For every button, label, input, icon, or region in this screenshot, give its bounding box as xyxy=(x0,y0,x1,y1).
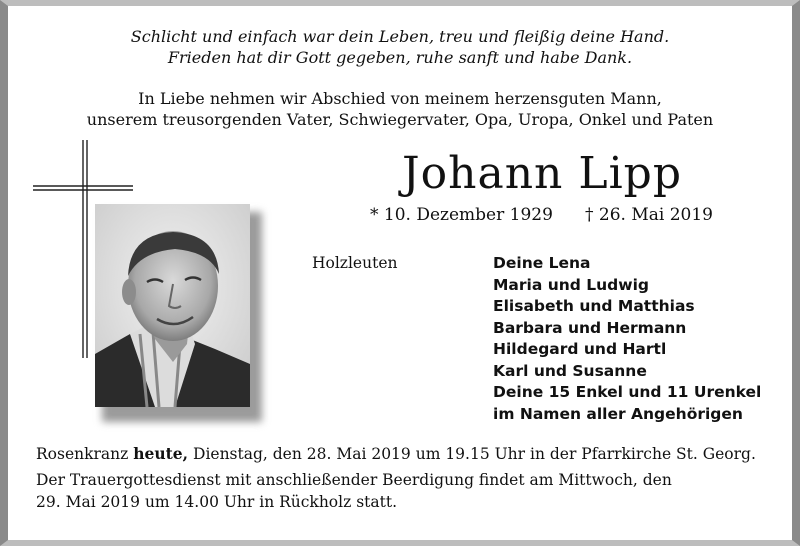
residence-place: Holzleuten xyxy=(312,254,398,272)
mourner-line: Deine 15 Enkel und 11 Urenkel xyxy=(493,383,762,401)
verse xyxy=(0,26,800,68)
deceased-name: Johann Lipp xyxy=(402,148,682,199)
intro-text xyxy=(0,88,800,130)
intro-line-1: In Liebe nehmen wir Abschied von meinem herzensguten Mann, xyxy=(138,89,662,108)
verse-line-2: Frieden hat dir Gott gegeben, ruhe sanft und habe Dank. xyxy=(167,48,633,67)
mourner-line: im Namen aller Angehörigen xyxy=(493,404,743,423)
mourner-line: Elisabeth und Matthias xyxy=(493,297,695,315)
mourner-line: Karl und Susanne xyxy=(493,361,647,380)
rosary-prefix: Rosenkranz xyxy=(36,445,129,463)
birth-date: * 10. Dezember 1929 xyxy=(370,205,553,225)
portrait-photo xyxy=(95,204,250,407)
mourner-line: Barbara und Hermann xyxy=(493,318,687,337)
funeral-notice-line-2: 29. Mai 2019 um 14.00 Uhr in Rückholz statt. xyxy=(36,493,398,511)
funeral-notice-line-1: Der Trauergottesdienst mit anschließender Beerdigung findet am Mittwoch, den xyxy=(36,471,672,489)
mourners-list xyxy=(493,253,761,425)
rosary-details: Dienstag, den 28. Mai 2019 um 19.15 Uhr in der Pfarrkirche St. Georg. xyxy=(193,445,756,463)
mourner-line: Deine Lena xyxy=(493,254,591,272)
death-date: † 26. Mai 2019 xyxy=(585,205,713,225)
rosary-emphasis: heute, xyxy=(133,444,189,463)
mourner-line: Maria und Ludwig xyxy=(493,275,649,294)
mourner-line: Hildegard und Hartl xyxy=(493,340,667,358)
verse-line-1: Schlicht und einfach war dein Leben, treu und fleißig deine Hand. xyxy=(130,27,670,46)
intro-line-2: unserem treusorgenden Vater, Schwiegervater, Opa, Uropa, Onkel und Paten xyxy=(86,110,714,129)
rosary-notice xyxy=(36,443,756,465)
